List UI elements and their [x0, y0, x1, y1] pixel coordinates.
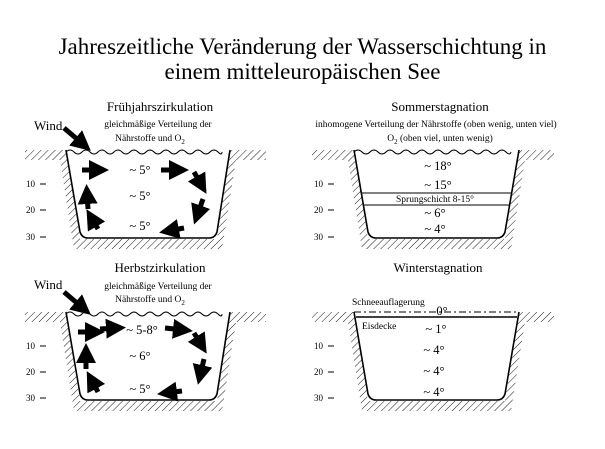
spring-temp-bottom: ~ 5° [129, 219, 151, 233]
panel-autumn [25, 260, 266, 411]
spring-arrow [87, 193, 88, 209]
panel-summer [312, 99, 557, 249]
summer-temp-3: ~ 6° [424, 206, 446, 220]
winter-temp-3: ~ 4° [423, 364, 445, 378]
autumn-arrow [166, 391, 182, 393]
autumn-surface [66, 312, 222, 316]
autumn-wind-arrow [64, 292, 84, 309]
spring-arrow [197, 199, 203, 216]
autumn-arrow [91, 379, 98, 392]
spring-depth-20: 20 [26, 205, 35, 215]
autumn-temp-bottom: ~ 5° [129, 382, 151, 396]
autumn-temp-top: ~ 5-8° [126, 323, 158, 337]
autumn-arrow [194, 333, 202, 346]
summer-depth-30: 30 [314, 232, 323, 242]
autumn-note1: gleichmäßige Verteilung der [104, 282, 212, 292]
winter-temp-1: ~ 1° [425, 322, 447, 336]
autumn-title: Herbstzirkulation [114, 260, 206, 275]
spring-title: Frühjahrszirkulation [106, 99, 214, 114]
panel-spring [25, 99, 266, 249]
summer-surface [354, 150, 511, 154]
summer-title: Sommerstagnation [391, 99, 489, 114]
autumn-depth-10: 10 [26, 341, 35, 351]
summer-depth-10: 10 [314, 179, 323, 189]
spring-wind-arrow [64, 128, 84, 145]
summer-note1: inhomogene Verteilung der Nährstoffe (oben wenig, unten viel) [315, 120, 557, 130]
spring-surface [66, 150, 222, 154]
spring-note2: Nährstoffe und $O_2$ [115, 134, 185, 146]
spring-note1: gleichmäßige Verteilung der [104, 120, 212, 130]
spring-depth-30: 30 [26, 232, 35, 242]
summer-temp-4: ~ 4° [424, 222, 446, 236]
spring-depth-10: 10 [26, 179, 35, 189]
autumn-wind-label: Wind [34, 277, 63, 292]
winter-depth-30: 30 [314, 393, 323, 403]
autumn-arrow [200, 359, 204, 376]
autumn-temp-mid: ~ 6° [129, 349, 151, 363]
winter-temp-2: ~ 4° [423, 343, 445, 357]
autumn-arrow [100, 328, 117, 329]
summer-temp-1: ~ 18° [424, 159, 452, 173]
winter-temp-0: 0° [436, 304, 448, 318]
main-title-line1: Jahreszeitliche Veränderung der Wasserschichtung in [58, 34, 547, 59]
spring-arrow [194, 172, 202, 186]
spring-arrow [168, 228, 184, 231]
winter-ice-label: Eisdecke [362, 322, 397, 332]
winter-depth-10: 10 [314, 341, 323, 351]
summer-temp-2: ~ 15° [424, 178, 452, 192]
panel-winter [312, 260, 554, 411]
summer-note2: $O_2$ (oben viel, unten wenig) [387, 134, 493, 146]
autumn-note2: Nährstoffe und $O_2$ [115, 295, 185, 307]
winter-snow-label: Schneeauflagerung [352, 298, 425, 308]
spring-temp-mid: ~ 5° [129, 189, 151, 203]
winter-temp-4: ~ 4° [423, 385, 445, 399]
winter-title: Winterstagnation [393, 260, 483, 275]
autumn-depth-20: 20 [26, 367, 35, 377]
winter-depth-20: 20 [314, 367, 323, 377]
spring-arrow [91, 217, 98, 229]
summer-depth-20: 20 [314, 205, 323, 215]
thermocline-label: Sprungschicht 8-15° [396, 195, 474, 205]
main-title-line2: einem mitteleuropäischen See [164, 59, 441, 84]
autumn-depth-30: 30 [26, 393, 35, 403]
spring-temp-top: ~ 5° [129, 163, 151, 177]
spring-wind-label: Wind [34, 118, 63, 133]
autumn-arrow [165, 328, 184, 330]
